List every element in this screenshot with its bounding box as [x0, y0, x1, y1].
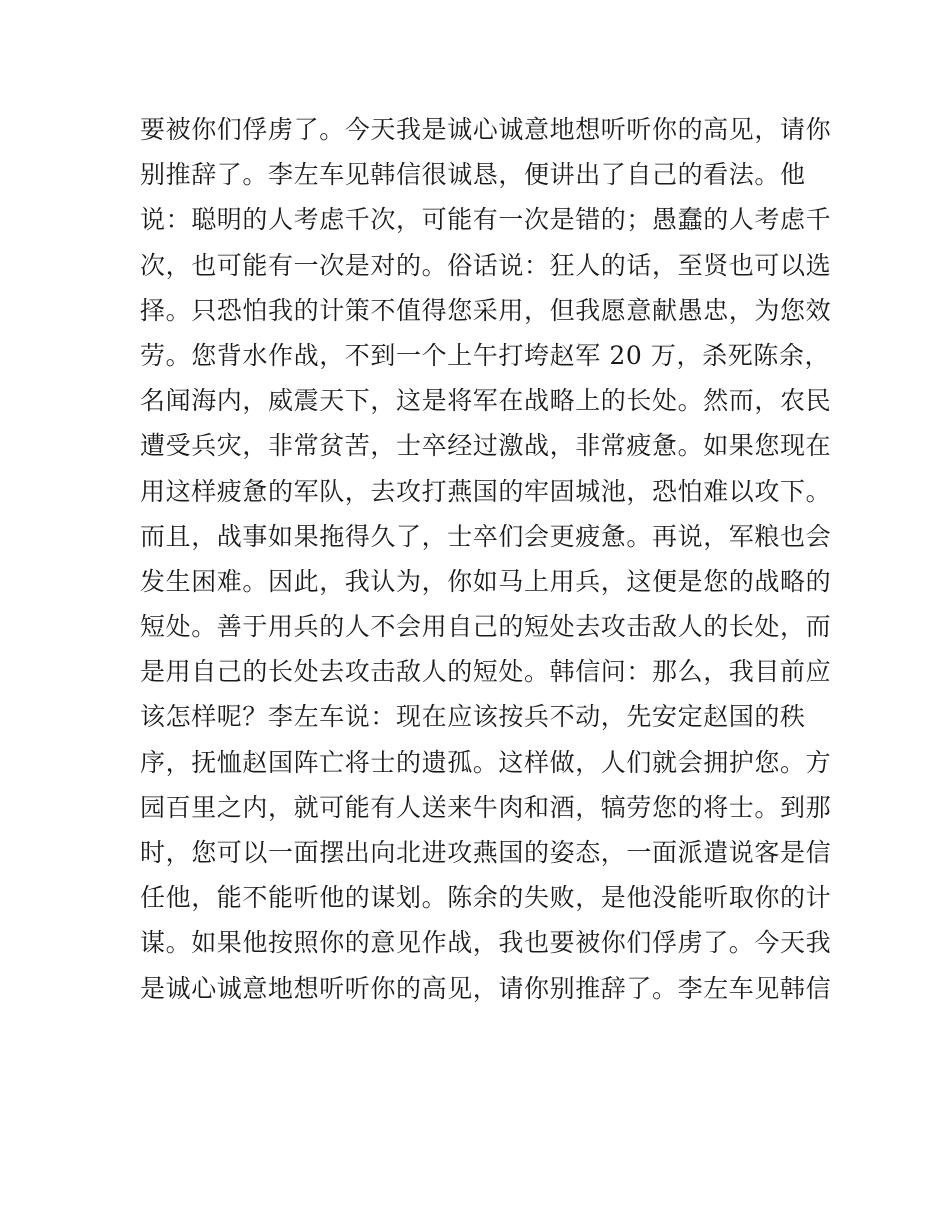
text-line: 该怎样呢？李左车说：现在应该按兵不动，先安定赵国的秩 [140, 702, 806, 732]
text-line: 名闻海内，威震天下，这是将军在战略上的长处。然而，农民 [140, 386, 832, 416]
text-line: 别推辞了。李左车见韩信很诚恳，便讲出了自己的看法。他 [140, 160, 806, 190]
text-line: 说：聪明的人考虑千次，可能有一次是错的；愚蠢的人考虑千 [140, 205, 832, 235]
text-line: 遭受兵灾，非常贫苦，士卒经过激战，非常疲惫。如果您现在 [140, 431, 832, 461]
text-line: 时，您可以一面摆出向北进攻燕国的姿态，一面派遣说客是信 [140, 838, 832, 867]
text-line: 谋。如果他按照你的意见作战，我也要被你们俘虏了。今天我 [140, 928, 832, 958]
text-line: 任他，能不能听他的谋划。陈余的失败，是他没能听取你的计 [140, 883, 832, 913]
text-line: 劳。您背水作战，不到一个上午打垮赵军 20 万，杀死陈余， [140, 340, 831, 370]
text-line: 短处。善于用兵的人不会用自己的短处去攻击敌人的长处，而 [140, 612, 832, 642]
text-line: 择。只恐怕我的计策不值得您采用，但我愿意献愚忠，为您效 [140, 295, 832, 325]
text-line: 序，抚恤赵国阵亡将士的遗孤。这样做，人们就会拥护您。方 [140, 747, 832, 777]
text-line: 用这样疲惫的军队，去攻打燕国的牢固城池，恐怕难以攻下。 [140, 476, 832, 506]
text-line: 次，也可能有一次是对的。俗话说：狂人的话，至贤也可以选 [140, 250, 832, 280]
text-line: 是用自己的长处去攻击敌人的短处。韩信问：那么，我目前应 [140, 657, 832, 687]
text-line: 而且，战事如果拖得久了，士卒们会更疲惫。再说，军粮也会 [140, 521, 832, 551]
text-line: 园百里之内，就可能有人送来牛肉和酒，犒劳您的将士。到那 [140, 792, 832, 822]
text-line: 要被你们俘虏了。今天我是诚心诚意地想听听你的高见，请你 [140, 115, 832, 144]
text-line: 发生困难。因此，我认为，你如马上用兵，这便是您的战略的 [140, 566, 832, 596]
text-line: 是诚心诚意地想听听你的高见，请你别推辞了。李左车见韩信 [140, 973, 832, 1003]
body-text [140, 107, 832, 1011]
